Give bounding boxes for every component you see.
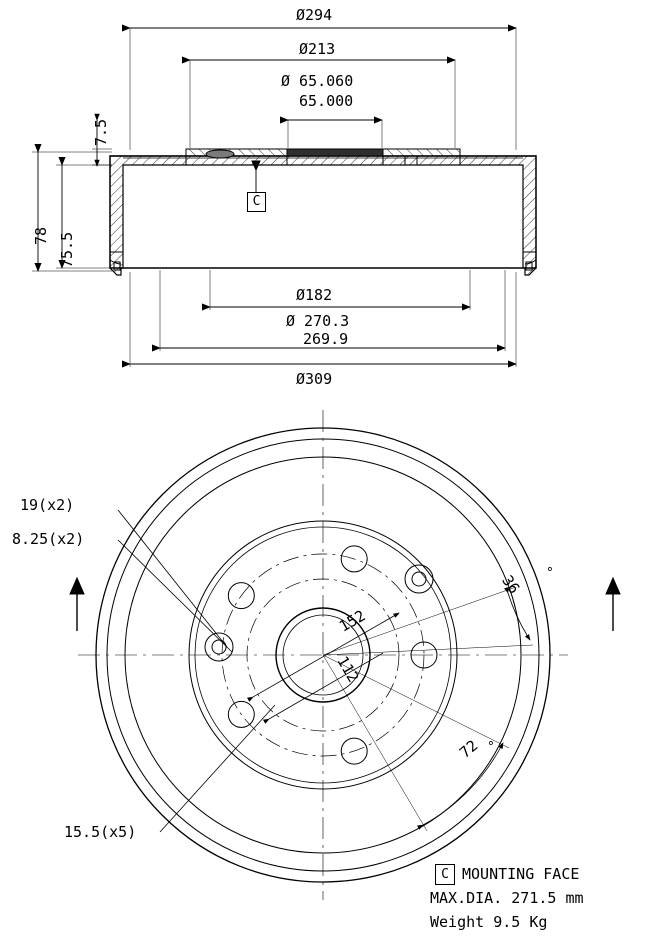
angle-label-72: 72 (456, 736, 482, 762)
dim-label-2703: Ø 270.3 (286, 312, 350, 330)
degree-symbol-36: ° (546, 566, 554, 581)
dim-label-309: Ø309 (296, 370, 333, 388)
notes-block (430, 862, 584, 934)
dim-label-755: 75.5 (58, 231, 76, 268)
dim-label-65060: Ø 65.060 (281, 72, 354, 90)
dim-label-112: 112 (333, 653, 363, 686)
dim-label-825x2: 8.25(x2) (12, 530, 85, 548)
note-weight: Weight 9.5 Kg (430, 913, 548, 931)
degree-symbol-72: ° (487, 740, 495, 755)
note-mounting-face: MOUNTING FACE (462, 865, 580, 883)
dim-label-75: 7.5 (92, 118, 110, 146)
datum-badge-section: C (247, 192, 266, 212)
dim-label-78: 78 (32, 226, 50, 245)
dim-label-19x2: 19(x2) (20, 496, 75, 514)
dim-label-2699: 269.9 (303, 330, 349, 348)
datum-badge-notes: C (435, 864, 455, 885)
note-max-dia: MAX.DIA. 271.5 mm (430, 889, 584, 907)
dim-label-65000: 65.000 (299, 92, 354, 110)
dim-label-294: Ø294 (296, 6, 333, 24)
dim-label-213: Ø213 (299, 40, 336, 58)
dim-label-182: Ø182 (296, 286, 333, 304)
dim-label-155x5: 15.5(x5) (64, 823, 137, 841)
angle-label-36: 36 (498, 572, 524, 598)
dim-label-152: 152 (336, 606, 369, 636)
